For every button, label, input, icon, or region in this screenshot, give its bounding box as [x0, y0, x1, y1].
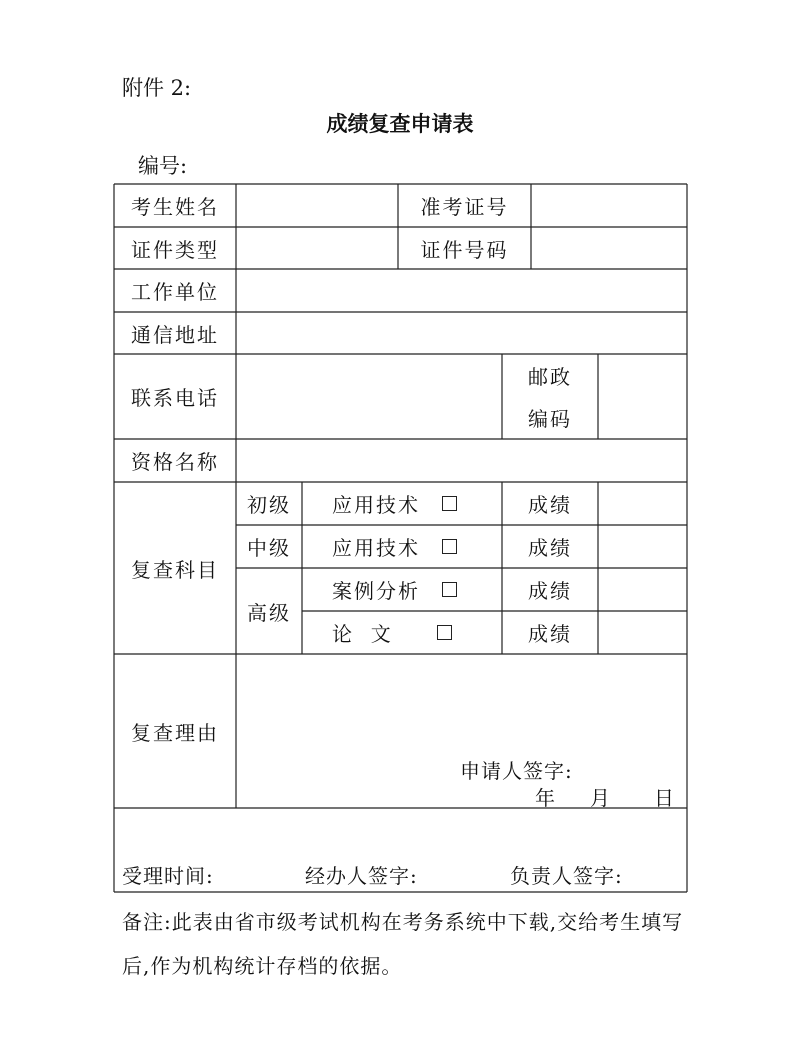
accept-time-label: 受理时间: [122, 864, 214, 888]
name-field[interactable] [236, 184, 398, 227]
name-label: 考生姓名 [131, 195, 219, 219]
subject-option-applied-tech-middle[interactable] [332, 525, 457, 568]
checkbox-icon[interactable] [442, 496, 457, 511]
work-unit-field[interactable] [236, 269, 687, 312]
checkbox-icon[interactable] [442, 582, 457, 597]
work-unit-label: 工作单位 [131, 280, 219, 304]
exam-number-label: 准考证号 [420, 195, 509, 219]
subject-option-applied-tech-junior[interactable] [332, 482, 457, 525]
score-field[interactable] [598, 525, 687, 568]
level-senior: 高级 [247, 600, 291, 625]
id-type-field[interactable] [236, 227, 398, 269]
id-number-label: 证件号码 [420, 237, 509, 262]
exam-number-field[interactable] [531, 184, 687, 227]
form-title: 成绩复查申请表 [326, 111, 474, 136]
postcode-field[interactable] [598, 354, 687, 439]
subject-option-thesis[interactable] [332, 611, 452, 654]
date-month-label: 月 [590, 786, 611, 810]
score-label: 成绩 [528, 493, 572, 517]
score-label: 成绩 [528, 622, 572, 646]
handler-signature-label: 经办人签字: [305, 864, 418, 888]
serial-number-label: 编号: [138, 154, 188, 178]
score-field[interactable] [598, 611, 687, 654]
applicant-signature-label: 申请人签字: [460, 759, 573, 783]
qualification-label: 资格名称 [131, 450, 219, 474]
score-label: 成绩 [528, 579, 572, 603]
subject-name: 论 文 [332, 622, 393, 646]
checkbox-icon[interactable] [437, 625, 452, 640]
reason-label: 复查理由 [131, 720, 219, 745]
score-label: 成绩 [528, 536, 572, 560]
subject-name: 应用技术 [332, 536, 420, 560]
postcode-label-line2: 编码 [528, 407, 572, 431]
phone-label: 联系电话 [131, 386, 219, 410]
score-field[interactable] [598, 568, 687, 611]
phone-field[interactable] [236, 354, 502, 439]
level-middle: 中级 [247, 536, 291, 560]
date-day-label: 日 [654, 786, 675, 810]
subject-name: 案例分析 [332, 579, 420, 603]
address-field[interactable] [236, 312, 687, 354]
address-label: 通信地址 [131, 322, 219, 347]
attachment-label: 附件 2: [122, 76, 192, 100]
qualification-field[interactable] [236, 439, 687, 482]
subjects-label: 复查科目 [131, 557, 219, 582]
checkbox-icon[interactable] [442, 539, 457, 554]
remarks-note: 备注:此表由省市级考试机构在考务系统中下载,交给考生填写后,作为机构统计存档的依据。 [122, 910, 684, 978]
score-field[interactable] [598, 482, 687, 525]
level-junior: 初级 [247, 493, 291, 517]
subject-option-case-analysis[interactable] [332, 568, 457, 611]
postcode-label-line1: 邮政 [528, 364, 572, 389]
id-type-label: 证件类型 [131, 237, 219, 262]
date-year-label: 年 [535, 786, 556, 810]
subject-name: 应用技术 [332, 493, 420, 517]
manager-signature-label: 负责人签字: [510, 864, 623, 888]
reason-field[interactable] [236, 654, 687, 744]
id-number-field[interactable] [531, 227, 687, 269]
